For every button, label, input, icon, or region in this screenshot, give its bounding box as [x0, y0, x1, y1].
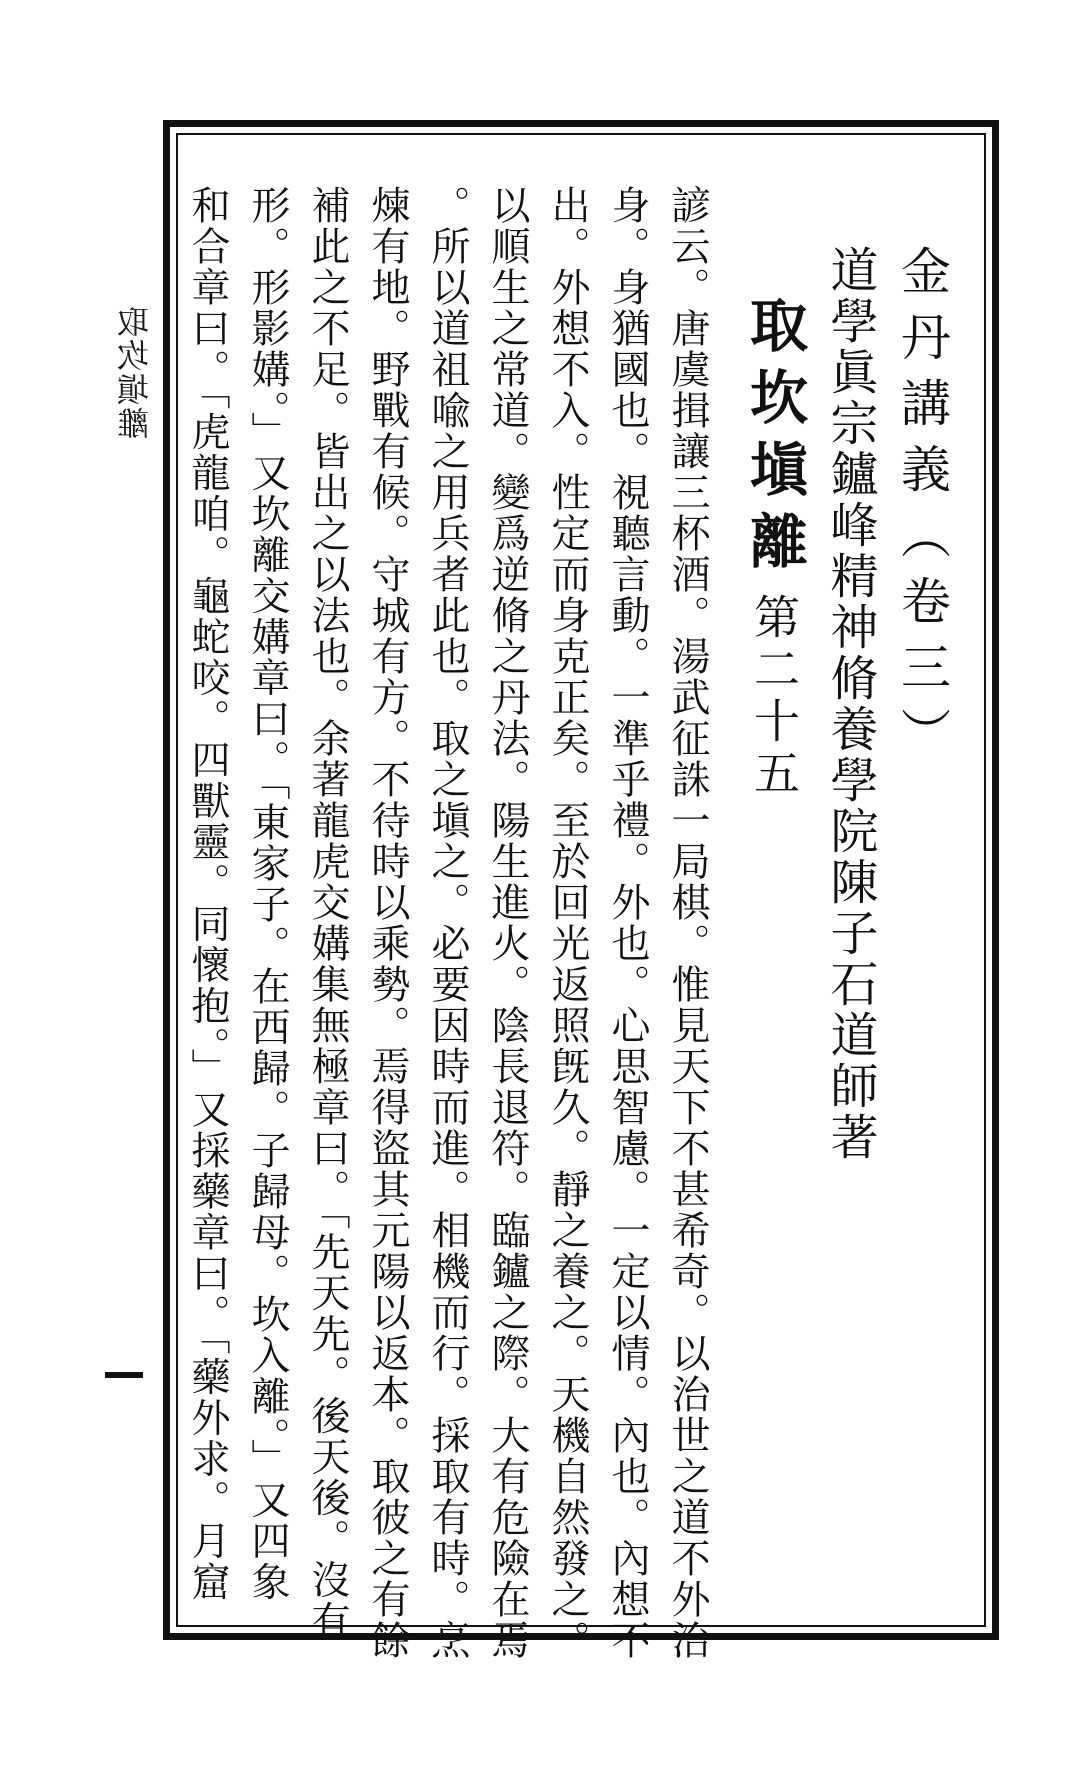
running-title: 取坎塡離	[116, 305, 154, 441]
body-column: 身。身猶國也。視聽言動。一準乎禮。外也。心思智慮。一定以情。內也。內想不	[605, 185, 650, 1661]
chapter-number: 第二十五	[747, 593, 801, 801]
book-title: 金丹講義（卷三）	[893, 245, 951, 773]
chapter-heading	[741, 295, 807, 1605]
body-column: 諺云。唐虞揖讓三杯酒。湯武征誅一局棋。惟見天下不甚希奇。以治世之道不外治	[665, 185, 710, 1661]
body-column: 煉有地。野戰有候。守城有方。不待時以乘勢。焉得盜其元陽以返本。取彼之有餘	[365, 185, 410, 1661]
body-column: 出。外想不入。性定而身克正矣。至於回光返照旣久。靜之養之。天機自然發之。	[545, 185, 590, 1661]
body-column: 。所以道祖喩之用兵者此也。取之塡之。必要因時而進。相機而行。採取有時。烹	[425, 185, 470, 1661]
author-line: 道學眞宗鑪峰精神脩養學院陳子石道師著	[822, 245, 878, 1163]
page-text	[185, 185, 955, 1661]
body-column: 以順生之常道。變爲逆脩之丹法。陽生進火。陰長退符。臨鑪之際。大有危險在焉	[485, 185, 530, 1661]
page-number-mark	[105, 1372, 143, 1378]
body-column: 補此之不足。皆出之以法也。余著龍虎交媾集無極章曰。「先天先。後天後。沒有	[305, 185, 350, 1642]
body-column: 形。形影媾。」又坎離交媾章曰。「東家子。在西歸。子歸母。坎入離。」又四象	[245, 185, 290, 1603]
chapter-title: 取坎塡離	[740, 295, 808, 583]
body-column: 和合章曰。「虎龍咱。龜蛇咬。四獸靈。同懷抱。」又採藥章曰。「藥外求。月窟	[185, 185, 230, 1603]
